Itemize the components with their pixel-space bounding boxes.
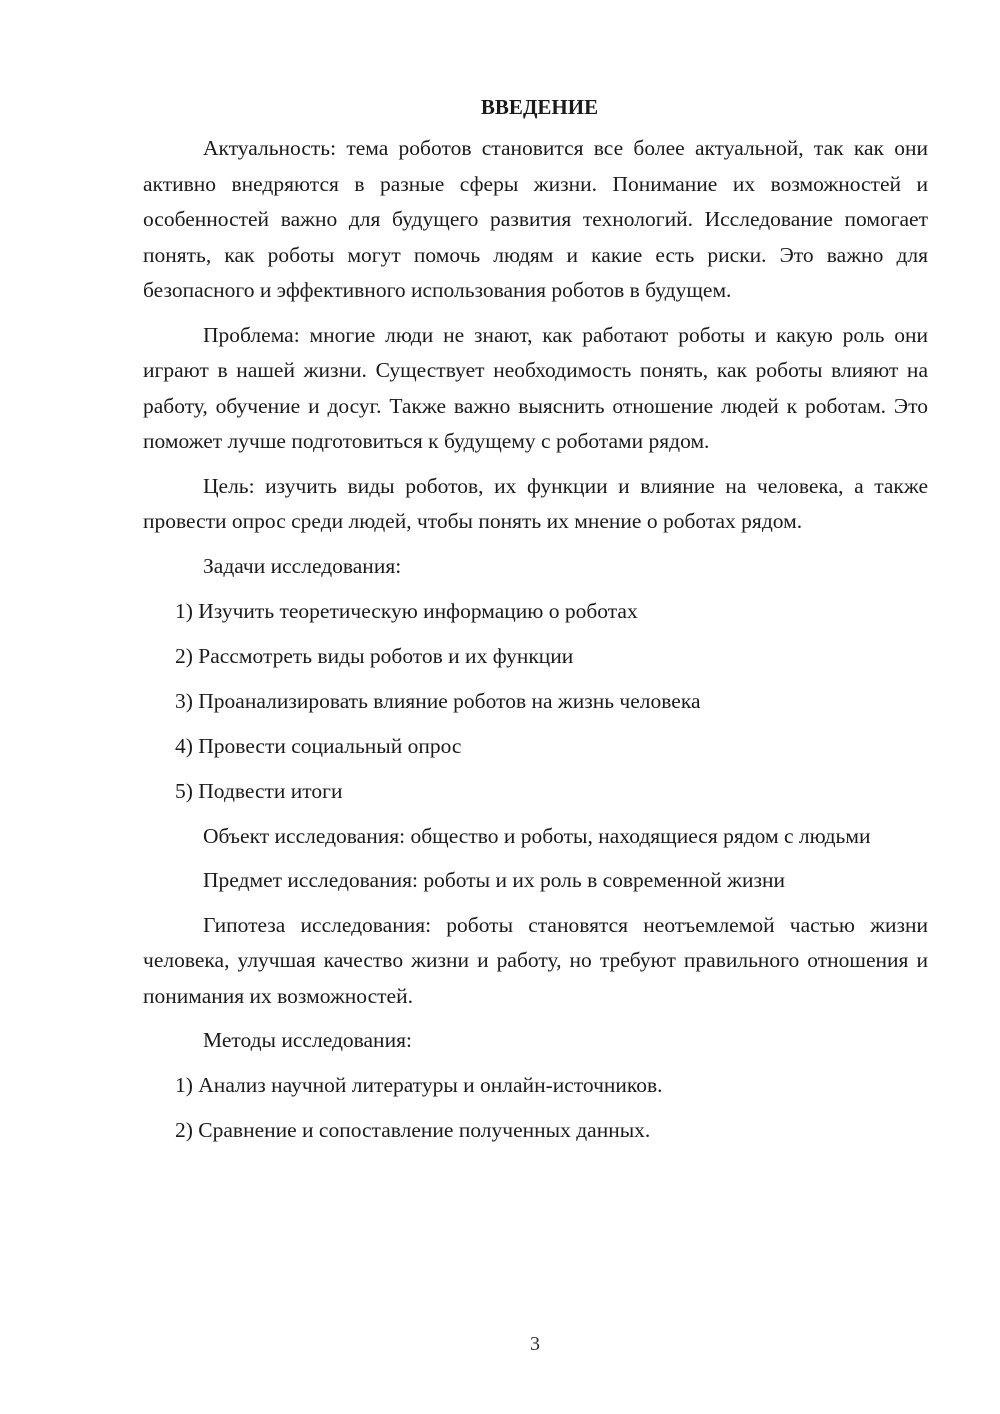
page-number: 3: [530, 1333, 540, 1355]
list-item: 4) Провести социальный опрос: [175, 733, 462, 758]
hypothesis-paragraph: Гипотеза исследования: роботы становятся неотъемлемой частью жизни человека, улучшая качество жизни и работу, но требуют правильного отношения и понимания их возможностей.: [143, 912, 928, 1008]
document-page: [143, 92, 928, 1158]
methods-list: [143, 1068, 928, 1149]
list-item: 2) Рассмотреть виды роботов и их функции: [175, 643, 574, 668]
list-item: 1) Изучить теоретическую информацию о роботах: [175, 598, 638, 623]
relevance-paragraph: Актуальность: тема роботов становится все более актуальной, так как они активно внедряются в разные сферы жизни. Понимание их возможностей и особенностей важно для будущего развития технологий. Исследование помогает понять, как роботы могут помочь людям и какие есть риски. Это важно для безопасного и эффективного использования роботов в будущем.: [143, 136, 928, 302]
subject-paragraph: Предмет исследования: роботы и их роль в современной жизни: [203, 868, 786, 892]
tasks-list: [143, 594, 928, 810]
tasks-heading: Задачи исследования:: [203, 553, 402, 578]
list-item: 2) Сравнение и сопоставление полученных данных.: [175, 1118, 651, 1142]
problem-paragraph: Проблема: многие люди не знают, как работают роботы и какую роль они играют в нашей жизни. Существует необходимость понять, как роботы влияют на работу, обучение и досуг. Также важно выяснить отношение людей к роботам. Это поможет лучше подготовиться к будущему с роботами рядом.: [143, 322, 928, 453]
goal-paragraph: Цель: изучить виды роботов, их функции и влияние на человека, а также провести опрос среди людей, чтобы понять их мнение о роботах рядом.: [143, 473, 928, 533]
page-title: ВВЕДЕНИЕ: [480, 95, 599, 119]
list-item: 1) Анализ научной литературы и онлайн-источников.: [175, 1073, 663, 1097]
list-item: 3) Проанализировать влияние роботов на жизнь человека: [175, 688, 701, 713]
list-item: 5) Подвести итоги: [175, 778, 343, 803]
methods-heading: Методы исследования:: [203, 1028, 412, 1052]
object-paragraph: Объект исследования: общество и роботы, находящиеся рядом с людьми: [203, 823, 871, 848]
